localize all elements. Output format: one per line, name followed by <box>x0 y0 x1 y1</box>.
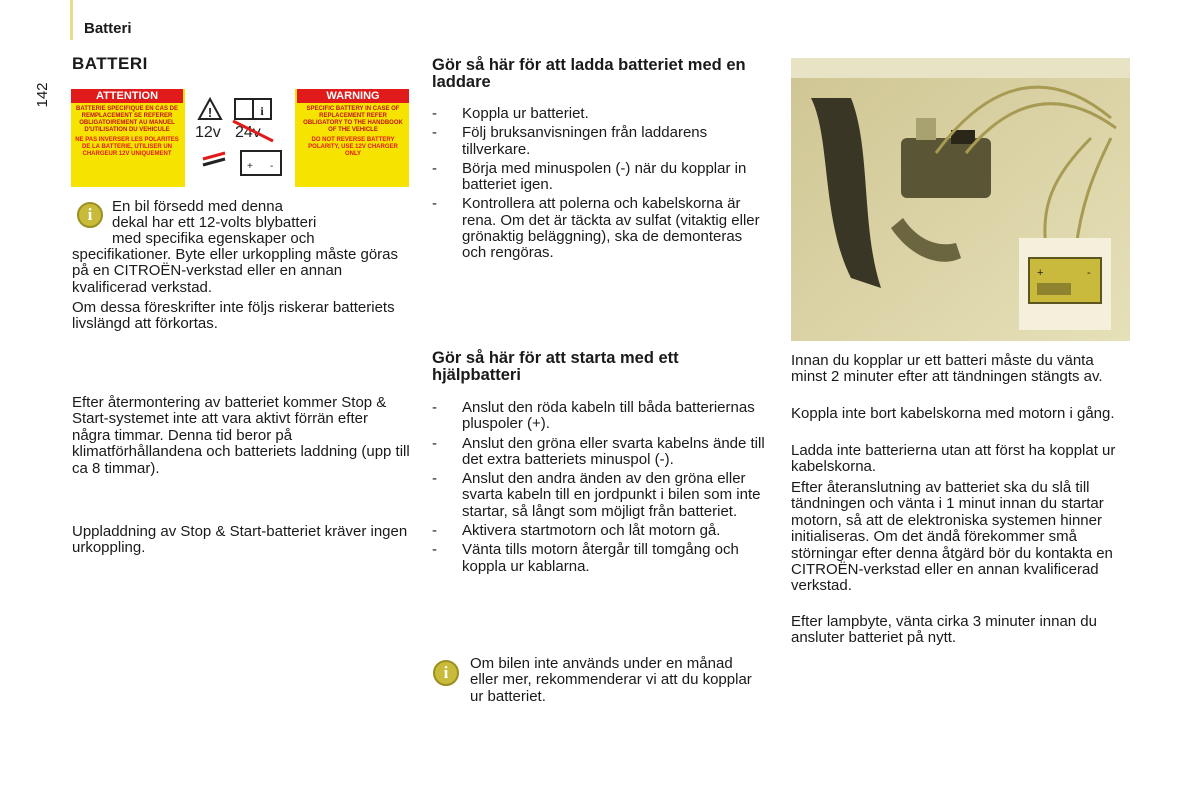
label-english-column <box>297 89 409 187</box>
label-attention-head: ATTENTION <box>71 89 183 103</box>
list-item: - Koppla ur batteriet. <box>432 106 762 122</box>
svg-text:+: + <box>247 161 253 172</box>
svg-text:+: + <box>1037 267 1044 279</box>
list-item: - Anslut den röda kabeln till båda batteriernas pluspoler (+). <box>432 400 772 433</box>
info-icon: i <box>77 202 103 228</box>
list-item: - Vänta tills motorn återgår till tomgång och koppla ur kablarna. <box>432 542 772 575</box>
svg-text:-: - <box>1087 267 1091 279</box>
list-item: - Aktivera startmotorn och låt motorn gå. <box>432 523 772 539</box>
header-rule <box>70 0 73 40</box>
volt-12: 12v <box>195 124 221 141</box>
engine-bay-illustration <box>791 58 1130 341</box>
vehicle-battery <box>901 138 991 198</box>
info-note-text: Om bilen inte används under en månad eller mer, rekommenderar vi att du kopplar ur batteriet. <box>470 655 752 705</box>
charge-steps-list <box>432 106 762 265</box>
list-item: - Börja med minuspolen (-) när du kopplar in batteriet igen. <box>432 161 762 194</box>
info-icon: i <box>433 660 459 686</box>
right-paragraph-2: Koppla inte bort kabelskorna med motorn i gång. <box>791 405 1115 422</box>
label-english-text-1: SPECIFIC BATTERY IN CASE OF REPLACEMENT REFER OBLIGATORY TO THE HANDBOOK OF THE VEHICLE <box>303 106 403 133</box>
label-french-text-2: NE PAS INVERSER LES POLARITES DE LA BATTERIE, UTILISER UN CHARGEUR 12V UNIQUEMENT <box>75 137 179 157</box>
label-warning-head: WARNING <box>297 89 409 103</box>
label-pictograms <box>185 89 295 187</box>
info-text-line2: dekal har ett 12-volts blybatteri <box>112 214 317 231</box>
svg-text:!: ! <box>207 105 213 120</box>
info-text-line1: En bil försedd med denna <box>112 198 283 215</box>
battery-warning-label <box>71 89 409 187</box>
label-french-column <box>71 89 183 187</box>
right-paragraph-5: Efter lampbyte, vänta cirka 3 minuter innan du ansluter batteriet på nytt. <box>791 613 1097 647</box>
list-item: - Anslut den gröna eller svarta kabelns ände till det extra batteriets minuspol (-). <box>432 436 772 469</box>
label-pictogram-svg <box>185 89 295 187</box>
info-text-rest: specifikationer. Byte eller urkoppling måste göras på en CITROËN-verkstad eller en annan kvalificerad verkstad. <box>72 246 399 296</box>
section-title: BATTERI <box>72 54 148 73</box>
start-steps-list <box>432 400 772 578</box>
auxiliary-battery <box>1029 258 1101 303</box>
right-paragraph-1: Innan du kopplar ur ett batteri måste du vänta minst 2 minuter efter att tändningen stängts av. <box>791 352 1103 386</box>
list-item: - Anslut den andra änden av den gröna eller svarta kabeln till en jordpunkt i bilen som inte startar, så långt som möjligt från batteriet. <box>432 471 772 520</box>
left-paragraph-3: Uppladdning av Stop & Start-batteriet kräver ingen urkoppling. <box>72 523 408 557</box>
right-paragraph-4: Efter återanslutning av batteriet ska du slå till tändningen och vänta i 1 minut innan du startar motorn, så att de elektroniska systemen hinner initialiseras. Om det ändå förekommer små störningar efter denna åtgärd bör du kontakta en CITROËN-verkstad eller en annan kvalificerad verkstad. <box>791 479 1113 595</box>
left-paragraph-1: Om dessa föreskrifter inte följs riskerar batteriets livslängd att förkortas. <box>72 299 395 333</box>
list-item: - Kontrollera att polerna och kabelskorna är rena. Om det är täckta av sulfat (vitaktig eller grönaktig beläggning), ska de demonteras och rengöras. <box>432 196 762 261</box>
heading-jump-start: Gör så här för att starta med ett hjälpbatteri <box>432 349 679 384</box>
page-header-title: Batteri <box>84 20 132 37</box>
svg-text:-: - <box>270 161 274 172</box>
heading-charge: Gör så här för att ladda batteriet med en laddare <box>432 56 746 91</box>
label-french-text-1: BATTERIE SPECIFIQUE EN CAS DE REMPLACEMENT SE REFERER OBLIGATOIREMENT AU MANUEL D'UTILISATION DU VEHICULE <box>76 106 178 133</box>
info-text-line3: med specifika egenskaper och <box>112 230 315 247</box>
label-english-text-2: DO NOT REVERSE BATTERY POLARITY, USE 12V CHARGER ONLY <box>308 137 398 157</box>
engine-bay-svg <box>791 58 1130 341</box>
svg-text:i: i <box>260 104 264 118</box>
list-item: - Följ bruksanvisningen från laddarens tillverkare. <box>432 125 762 158</box>
left-paragraph-2: Efter återmontering av batteriet kommer Stop & Start-systemet inte att vara aktivt förrän efter några timmar. Denna tid beror på klimatförhållandena och batteriets laddning (upp till ca 8 timmar). <box>72 394 410 477</box>
volt-24: 24v <box>235 124 261 141</box>
right-paragraph-3: Ladda inte batterierna utan att först ha kopplat ur kabelskorna. <box>791 442 1116 476</box>
page-number: 142 <box>34 82 51 108</box>
